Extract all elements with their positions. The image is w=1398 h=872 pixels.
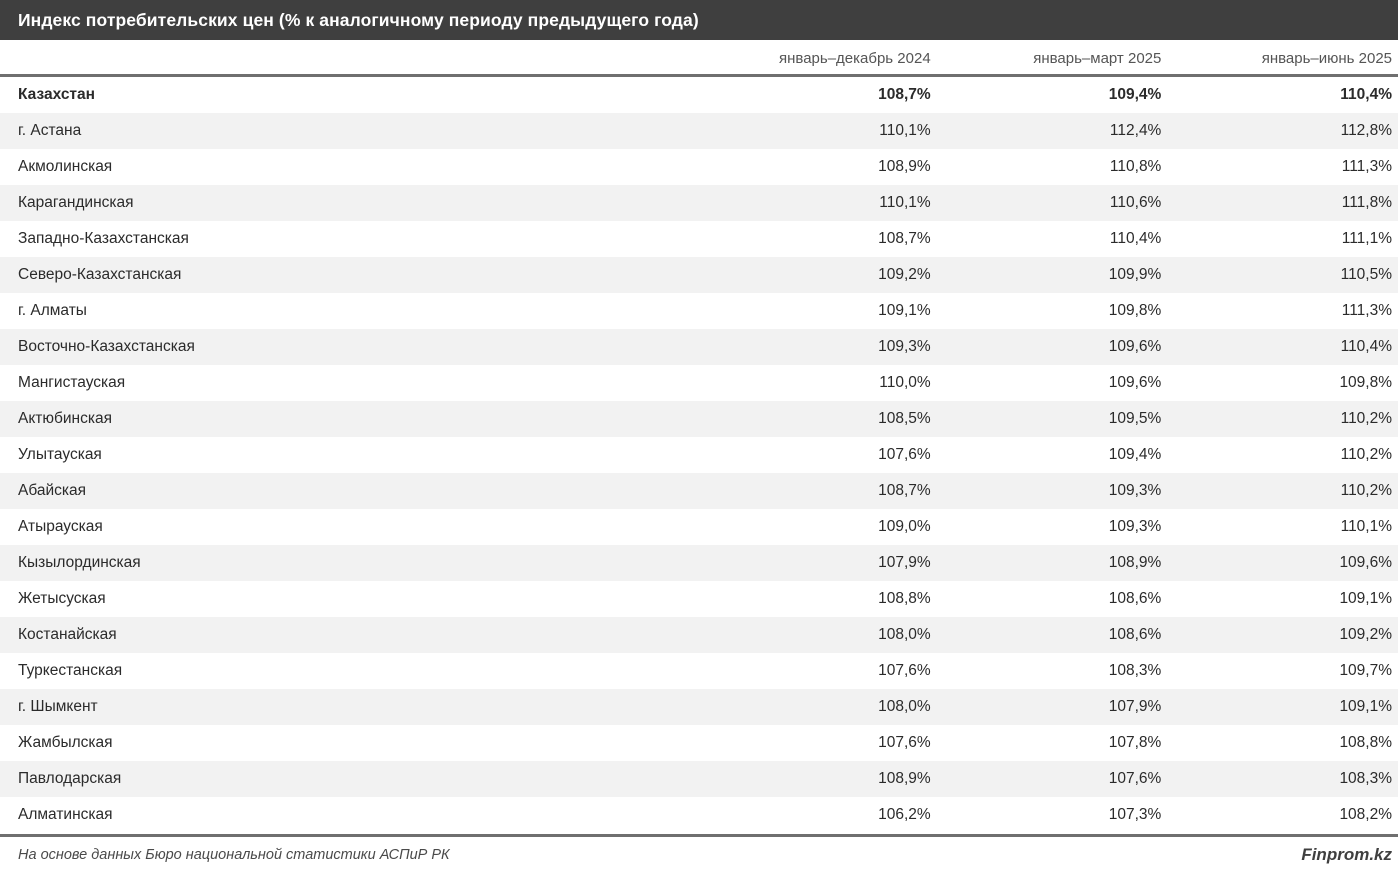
table-body xyxy=(0,77,1398,834)
table-row xyxy=(0,797,1398,833)
row-value: 109,2% xyxy=(878,266,931,283)
row-value: 108,8% xyxy=(878,590,931,607)
row-value: 109,3% xyxy=(878,338,931,355)
row-value: 108,3% xyxy=(1108,662,1162,679)
table-row xyxy=(0,149,1398,185)
row-value: 108,5% xyxy=(878,410,931,427)
row-value: 111,1% xyxy=(1341,230,1393,247)
table-row xyxy=(0,365,1398,401)
row-value: 110,2% xyxy=(1340,410,1393,427)
row-label: Абайская xyxy=(18,482,87,499)
row-value: 109,5% xyxy=(1108,410,1162,427)
table-row xyxy=(0,509,1398,545)
row-value: 109,6% xyxy=(1108,338,1162,355)
row-value: 109,4% xyxy=(1108,86,1162,103)
table-row xyxy=(0,113,1398,149)
table-row xyxy=(0,653,1398,689)
table-row xyxy=(0,545,1398,581)
table-row xyxy=(0,401,1398,437)
row-value: 108,7% xyxy=(878,230,931,247)
table-row xyxy=(0,329,1398,365)
row-value: 107,9% xyxy=(1108,698,1162,715)
table-row xyxy=(0,581,1398,617)
row-value: 108,9% xyxy=(878,158,931,175)
table-row xyxy=(0,293,1398,329)
table-row xyxy=(0,221,1398,257)
column-header-jan-mar-2025: январь–март 2025 xyxy=(1033,50,1162,67)
row-value: 109,8% xyxy=(1108,302,1162,319)
row-value: 108,8% xyxy=(1339,734,1393,751)
row-value: 112,4% xyxy=(1109,122,1162,139)
row-label: Улытауская xyxy=(18,446,102,463)
row-value: 109,3% xyxy=(1108,518,1162,535)
row-value: 106,2% xyxy=(878,806,931,823)
row-value: 110,4% xyxy=(1109,230,1162,247)
row-label: Мангистауская xyxy=(18,374,126,391)
row-value: 107,9% xyxy=(878,554,931,571)
row-value: 110,4% xyxy=(1340,338,1393,355)
table-row xyxy=(0,725,1398,761)
row-label: Кызылординская xyxy=(18,554,141,571)
row-value: 108,9% xyxy=(1108,554,1162,571)
row-label: Жамбылская xyxy=(18,734,113,751)
row-value: 110,2% xyxy=(1340,482,1393,499)
row-value: 108,3% xyxy=(1339,770,1393,787)
row-label: Актюбинская xyxy=(18,410,112,427)
row-value: 109,8% xyxy=(1339,374,1393,391)
row-value: 107,6% xyxy=(878,446,931,463)
row-label: Казахстан xyxy=(18,86,96,103)
row-value: 109,1% xyxy=(878,302,931,319)
card-title-bar xyxy=(0,0,1398,40)
row-value: 110,6% xyxy=(1109,194,1162,211)
row-value: 108,6% xyxy=(1108,626,1162,643)
row-value: 107,8% xyxy=(1108,734,1162,751)
row-label: г. Шымкент xyxy=(18,698,98,715)
row-value: 111,3% xyxy=(1341,158,1393,175)
row-label: Павлодарская xyxy=(18,770,122,787)
row-value: 107,6% xyxy=(878,662,931,679)
row-value: 110,0% xyxy=(879,374,931,391)
table-row xyxy=(0,473,1398,509)
row-value: 108,2% xyxy=(1339,806,1393,823)
row-label: г. Алматы xyxy=(18,302,87,319)
row-value: 109,0% xyxy=(878,518,931,535)
row-value: 110,5% xyxy=(1340,266,1393,283)
row-label: Атырауская xyxy=(18,518,103,535)
row-value: 107,3% xyxy=(1108,806,1162,823)
row-value: 109,2% xyxy=(1339,626,1393,643)
row-label: Карагандинская xyxy=(18,194,134,211)
brand-label: Finprom.kz xyxy=(1301,844,1392,864)
row-value: 109,1% xyxy=(1339,590,1393,607)
row-value: 110,1% xyxy=(879,194,931,211)
row-value: 109,4% xyxy=(1108,446,1162,463)
row-label: Северо-Казахстанская xyxy=(18,266,182,283)
row-value: 111,3% xyxy=(1341,302,1393,319)
row-label: Восточно-Казахстанская xyxy=(18,338,195,355)
source-note: На основе данных Бюро национальной статистики АСПиР РК xyxy=(18,846,450,863)
row-value: 108,0% xyxy=(878,698,931,715)
table-row xyxy=(0,761,1398,797)
row-value: 108,9% xyxy=(878,770,931,787)
table-row xyxy=(0,689,1398,725)
row-value: 110,1% xyxy=(879,122,931,139)
row-label: Жетысуская xyxy=(18,590,106,607)
row-value: 109,7% xyxy=(1339,662,1393,679)
row-value: 107,6% xyxy=(1108,770,1162,787)
table-row xyxy=(0,437,1398,473)
row-label: Акмолинская xyxy=(18,158,113,175)
row-label: Западно-Казахстанская xyxy=(18,230,189,247)
row-label: Туркестанская xyxy=(18,662,123,679)
column-header-jan-jun-2025: январь–июнь 2025 xyxy=(1261,50,1393,67)
row-value: 107,6% xyxy=(878,734,931,751)
row-value: 109,6% xyxy=(1339,554,1393,571)
table-row xyxy=(0,185,1398,221)
row-value: 111,8% xyxy=(1341,194,1393,211)
row-label: Алматинская xyxy=(18,806,113,823)
row-value: 108,0% xyxy=(878,626,931,643)
row-value: 110,1% xyxy=(1340,518,1393,535)
row-value: 109,3% xyxy=(1108,482,1162,499)
row-value: 108,7% xyxy=(878,482,931,499)
column-header-jan-dec-2024: январь–декабрь 2024 xyxy=(779,50,931,67)
row-value: 110,2% xyxy=(1340,446,1393,463)
table-row xyxy=(0,77,1398,113)
page-title: Индекс потребительских цен (% к аналогичному периоду предыдущего года) xyxy=(18,9,699,30)
row-label: г. Астана xyxy=(18,122,82,139)
table-row xyxy=(0,257,1398,293)
table-row xyxy=(0,617,1398,653)
row-label: Костанайская xyxy=(18,626,117,643)
table-header-row xyxy=(0,40,1398,77)
row-value: 110,8% xyxy=(1109,158,1162,175)
row-value: 110,4% xyxy=(1340,86,1393,103)
row-value: 109,6% xyxy=(1108,374,1162,391)
row-value: 108,7% xyxy=(878,86,931,103)
row-value: 112,8% xyxy=(1340,122,1393,139)
row-value: 109,9% xyxy=(1108,266,1162,283)
row-value: 109,1% xyxy=(1339,698,1393,715)
card-footer xyxy=(0,834,1398,872)
row-value: 108,6% xyxy=(1108,590,1162,607)
